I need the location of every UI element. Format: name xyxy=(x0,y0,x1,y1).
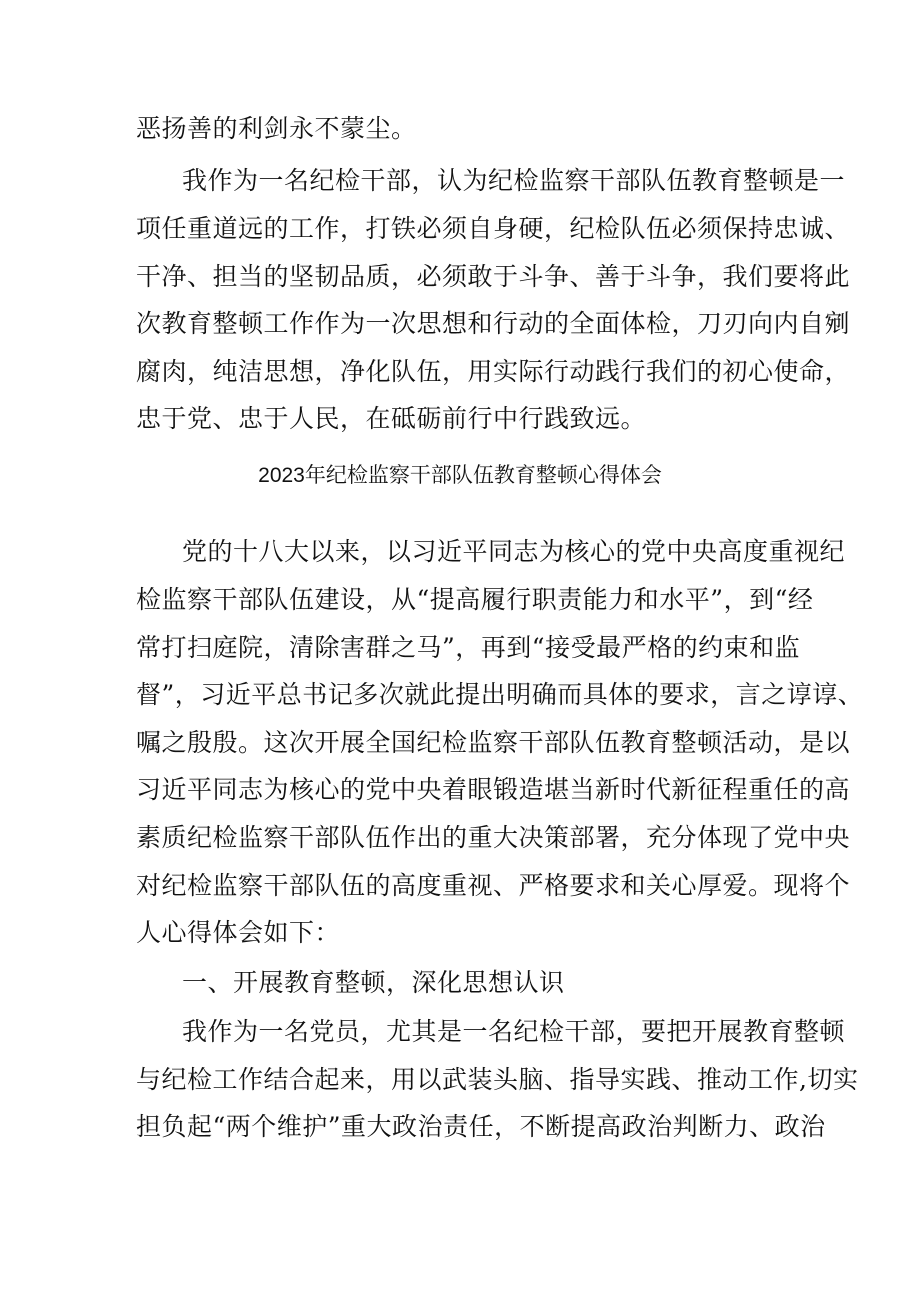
paragraph-line: 担负起“两个维护”重大政治责任，不断提高政治判断力、政治 xyxy=(136,1112,826,1141)
section-title: 2023年纪检监察干部队伍教育整顿心得体会 xyxy=(258,464,662,487)
paragraph-line: 腐肉，纯洁思想，净化队伍，用实际行动践行我们的初心使命， xyxy=(136,357,851,386)
paragraph-line: 干净、担当的坚韧品质，必须敢于斗争、善于斗争，我们要将此 xyxy=(136,262,851,291)
section-heading: 一、开展教育整顿，深化思想认识 xyxy=(182,968,565,997)
paragraph-line: 素质纪检监察干部队伍作出的重大决策部署，充分体现了党中央 xyxy=(136,823,851,852)
paragraph-line: 次教育整顿工作作为一次思想和行动的全面体检，刀刃向内自剜 xyxy=(136,309,851,338)
paragraph-line: 与纪检工作结合起来，用以武装头脑、指导实践、推动工作,切实 xyxy=(136,1065,859,1094)
paragraph-line: 我作为一名纪检干部，认为纪检监察干部队伍教育整顿是一 xyxy=(182,166,846,195)
paragraph-line: 人心得体会如下： xyxy=(136,918,341,947)
paragraph-line: 恶扬善的利剑永不蒙尘。 xyxy=(136,114,417,143)
paragraph-line: 忠于党、忠于人民，在砥砺前行中行践致远。 xyxy=(136,404,647,433)
paragraph-line: 党的十八大以来，以习近平同志为核心的党中央高度重视纪 xyxy=(182,537,846,566)
paragraph-line: 常打扫庭院，清除害群之马”，再到“接受最严格的约束和监 xyxy=(136,633,801,662)
paragraph-line: 我作为一名党员，尤其是一名纪检干部，要把开展教育整顿 xyxy=(182,1017,846,1046)
paragraph-line: 嘱之殷殷。这次开展全国纪检监察干部队伍教育整顿活动，是以 xyxy=(136,728,851,757)
paragraph-line: 对纪检监察干部队伍的高度重视、严格要求和关心厚爱。现将个 xyxy=(136,871,851,900)
paragraph-line: 督”，习近平总书记多次就此提出明确而具体的要求，言之谆谆、 xyxy=(136,680,864,709)
paragraph-line: 检监察干部队伍建设，从“提高履行职责能力和水平”，到“经 xyxy=(136,585,814,614)
paragraph-line: 项任重道远的工作，打铁必须自身硬，纪检队伍必须保持忠诚、 xyxy=(136,214,851,243)
paragraph-line: 习近平同志为核心的党中央着眼锻造堪当新时代新征程重任的高 xyxy=(136,775,851,804)
